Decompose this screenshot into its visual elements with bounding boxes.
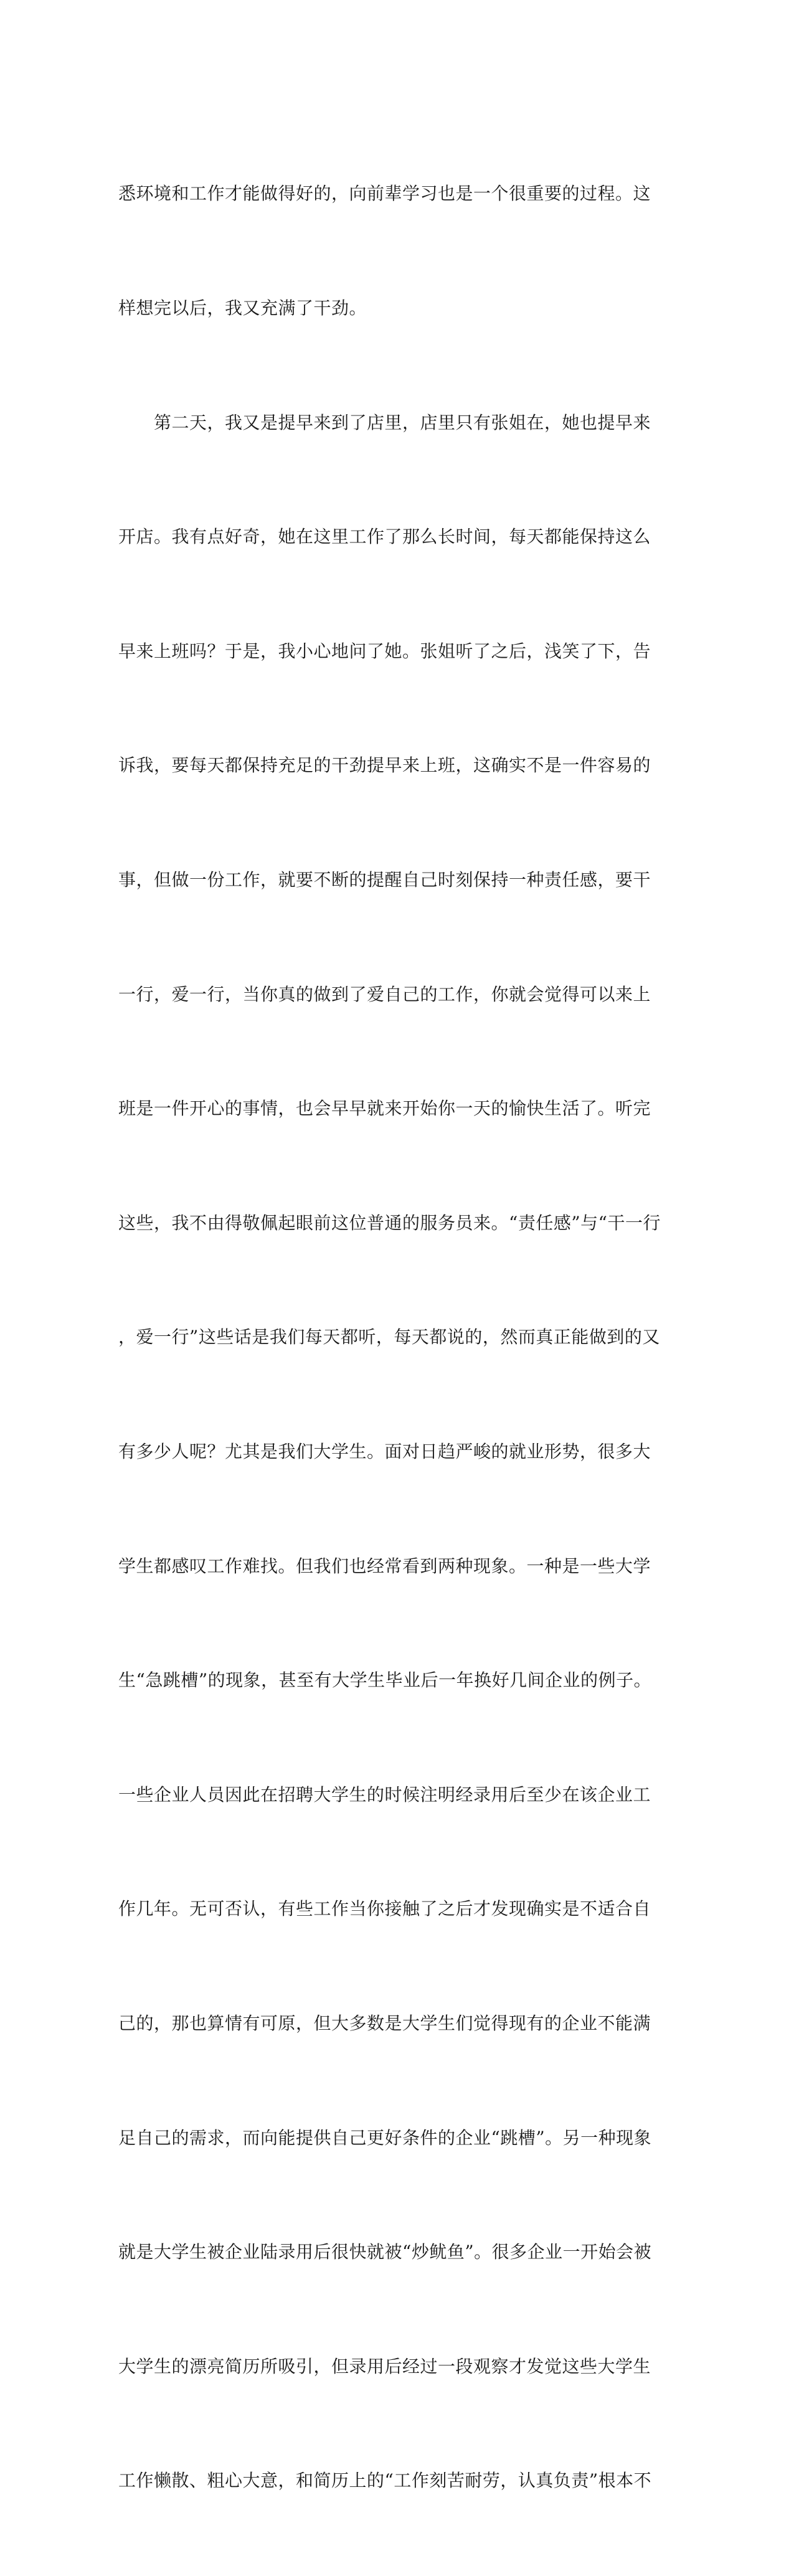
text-line: 大学生的漂亮简历所吸引，但录用后经过一段观察才发觉这些大学生 [118,2356,651,2377]
text-line: 这些，我不由得敬佩起眼前这位普通的服务员来。“责任感”与“干一行 [118,1212,661,1233]
text-line: 有多少人呢？尤其是我们大学生。面对日趋严峻的就业形势，很多大 [118,1441,651,1462]
text-line: 诉我，要每天都保持充足的干劲提早来上班，这确实不是一件容易的 [118,755,651,776]
text-line: 班是一件开心的事情，也会早早就来开始你一天的愉快生活了。听完 [118,1098,651,1119]
text-line: 一些企业人员因此在招聘大学生的时候注明经录用后至少在该企业工 [118,1784,651,1805]
text-line: 一行，爱一行，当你真的做到了爱自己的工作，你就会觉得可以来上 [118,983,651,1005]
text-line: 就是大学生被企业陆录用后很快就被“炒鱿鱼”。很多企业一开始会被 [118,2242,652,2263]
text-line: 开店。我有点好奇，她在这里工作了那么长时间，每天都能保持这么 [118,526,651,547]
text-line: ，爱一行”这些话是我们每天都听，每天都说的，然而真正能做到的又 [118,1327,660,1348]
text-line: 早来上班吗？于是，我小心地问了她。张姐听了之后，浅笑了下，告 [118,640,651,661]
text-line: 生“急跳槽”的现象，甚至有大学生毕业后一年换好几间企业的例子。 [118,1670,652,1691]
body-text [118,98,679,2576]
text-line: 学生都感叹工作难找。但我们也经常看到两种现象。一种是一些大学 [118,1555,651,1576]
text-line: 己的，那也算情有可原，但大多数是大学生们觉得现有的企业不能满 [118,2012,651,2034]
text-line: 事，但做一份工作，就要不断的提醒自己时刻保持一种责任感，要干 [118,869,651,890]
text-line: 样想完以后，我又充满了干劲。 [118,298,367,318]
text-line: 第二天，我又是提早来到了店里，店里只有张姐在，她也提早来 [118,412,651,433]
text-line: 工作懒散、粗心大意，和简历上的“工作刻苦耐劳，认真负责”根本不 [118,2470,652,2491]
text-line: 作几年。无可否认，有些工作当你接触了之后才发现确实是不适合自 [118,1898,651,1920]
text-line: 足自己的需求，而向能提供自己更好条件的企业“跳槽”。另一种现象 [118,2127,652,2148]
text-line: 悉环境和工作才能做得好的，向前辈学习也是一个很重要的过程。这 [118,183,651,204]
